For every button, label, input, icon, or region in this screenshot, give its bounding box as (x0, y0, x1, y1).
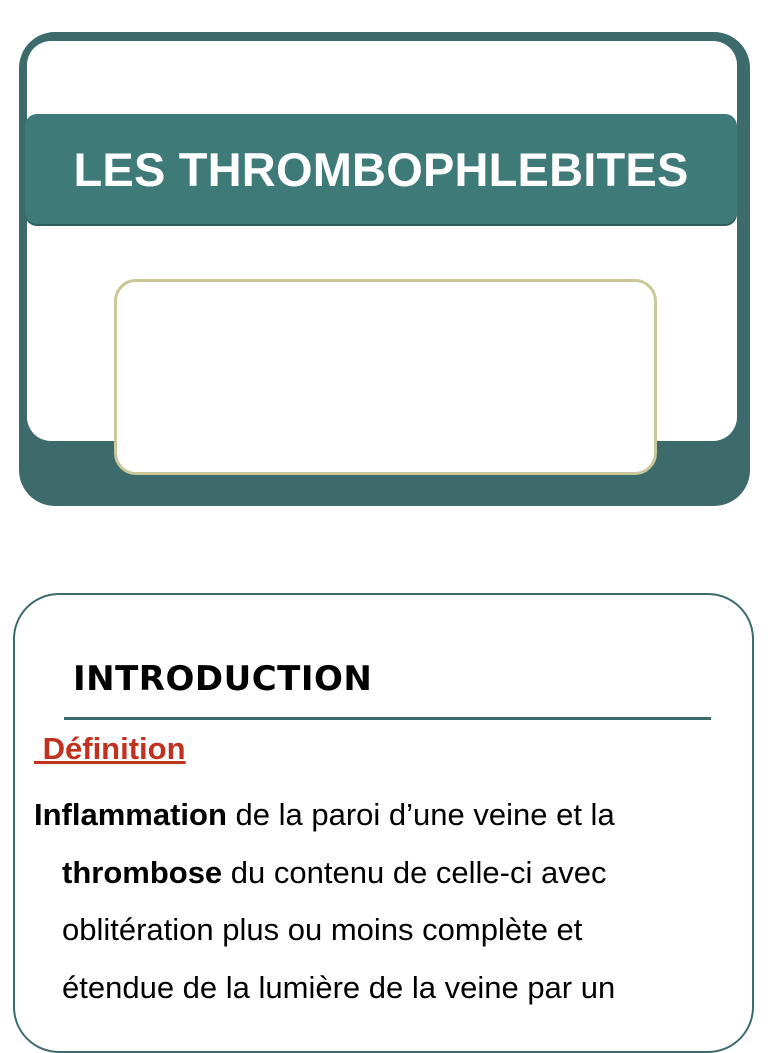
paragraph-line (34, 844, 724, 902)
paragraph-line (34, 959, 724, 1017)
definition-paragraph (34, 786, 724, 1016)
line-text: oblitération plus ou moins complète et (62, 912, 583, 947)
paragraph-line (34, 786, 724, 844)
line-text: étendue de la lumière de la veine par un (62, 969, 616, 1005)
heading-divider (64, 717, 711, 720)
subtitle-placeholder (114, 279, 657, 475)
title-banner (25, 114, 737, 224)
line-text: de la paroi d’une veine et la (226, 797, 615, 832)
slide-title: LES THROMBOPHLEBITES (73, 142, 689, 196)
definition-label: Définition (34, 731, 186, 766)
section-heading: INTRODUCTION (73, 659, 373, 699)
paragraph-line (34, 901, 724, 959)
bold-term: thrombose (62, 854, 223, 890)
line-text: du contenu de celle-ci avec (222, 854, 607, 890)
bold-term: Inflammation (34, 797, 227, 832)
